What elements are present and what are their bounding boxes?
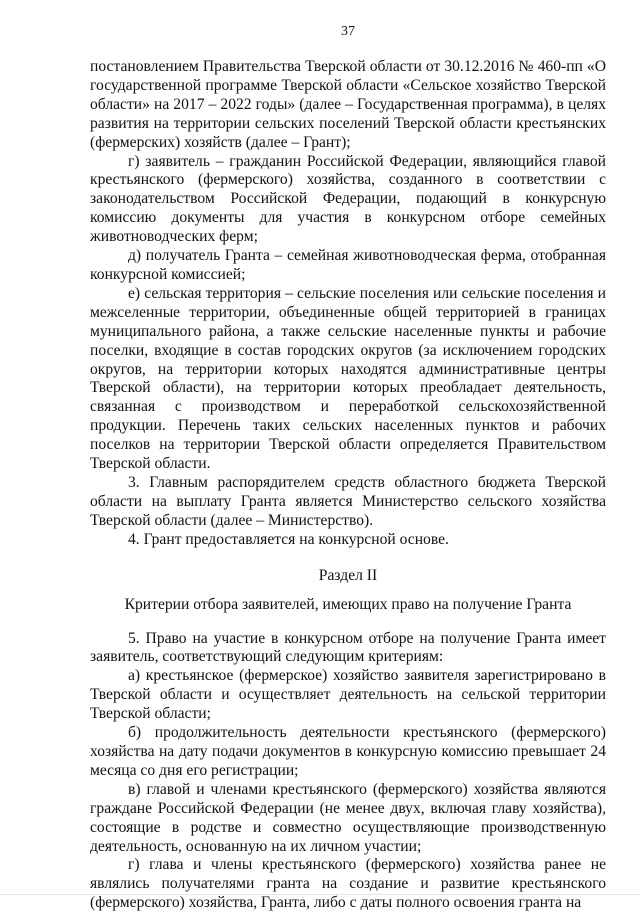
- paragraph-definition-applicant: г) заявитель – гражданин Российской Федерации, являющийся главой крестьянского (фермерского) хозяйства, созданного в соответствии с законодательством Российской Федерации, подающий в конкурсную комиссию документы для участия в конкурсном отборе семейных животноводческих ферм;: [90, 152, 606, 246]
- page-number: 37: [341, 24, 355, 39]
- paragraph-resolution-continuation: постановлением Правительства Тверской области от 30.12.2016 № 460-пп «О государственной программе Тверской области «Сельское хозяйство Тверской области» на 2017 – 2022 годы» (далее – Государственная программа), в целях развития на территории сельских поселений Тверской области крестьянских (фермерских) хозяйств (далее – Грант);: [90, 58, 606, 151]
- page-bottom-edge: [0, 894, 640, 905]
- paragraph-criterion-v: в) главой и членами крестьянского (фермерского) хозяйства являются граждане Российской Федерации (не менее двух, включая главу хозяйства), состоящие в родстве и совместно осуществляющие производственную деятельность, основанную на их личном участии;: [90, 780, 606, 855]
- paragraph-definition-recipient: д) получатель Гранта – семейная животноводческая ферма, отобранная конкурсной комиссией;: [90, 247, 606, 283]
- paragraph-definition-rural-territory: е) сельская территория – сельские поселения или сельские поселения и межселенные территории, объединенные общей территорией в границах муниципального района, а также сельские населенные пункты и рабочие поселки, входящие в состав городских округов (за исключением городских округов, на территории которых находятся административные центры Тверской области), на территории которых преобладает деятельность, связанная с производством и переработкой сельскохозяйственной продукции. Перечень таких сельских населенных пунктов и рабочих поселков на территории Тверской области определяется Правительством Тверской области.: [90, 284, 606, 473]
- paragraph-criterion-g: г) глава и члены крестьянского (фермерского) хозяйства ранее не являлись получателями гранта на создание и развитие крестьянского (фермерского) хозяйства, Гранта, либо с даты полного освоения гранта на: [90, 856, 606, 912]
- paragraph-criterion-a: а) крестьянское (фермерское) хозяйство заявителя зарегистрировано в Тверской области и осуществляет деятельность на сельской территории Тверской области;: [90, 667, 606, 723]
- paragraph-item-5: 5. Право на участие в конкурсном отборе на получение Гранта имеет заявитель, соответствующий следующим критериям:: [90, 629, 606, 666]
- paragraph-criterion-b: б) продолжительность деятельности крестьянского (фермерского) хозяйства на дату подачи документов в конкурсную комиссию превышает 24 месяца со дня его регистрации;: [90, 724, 606, 779]
- section-heading: Раздел II: [318, 566, 378, 584]
- paragraph-item-3: 3. Главным распорядителем средств областного бюджета Тверской области на выплату Гранта является Министерство сельского хозяйства Тверской области (далее – Министерство).: [90, 473, 606, 529]
- paragraph-item-4: 4. Грант предоставляется на конкурсной основе.: [128, 530, 449, 548]
- section-subheading: Критерии отбора заявителей, имеющих право на получение Гранта: [124, 595, 572, 613]
